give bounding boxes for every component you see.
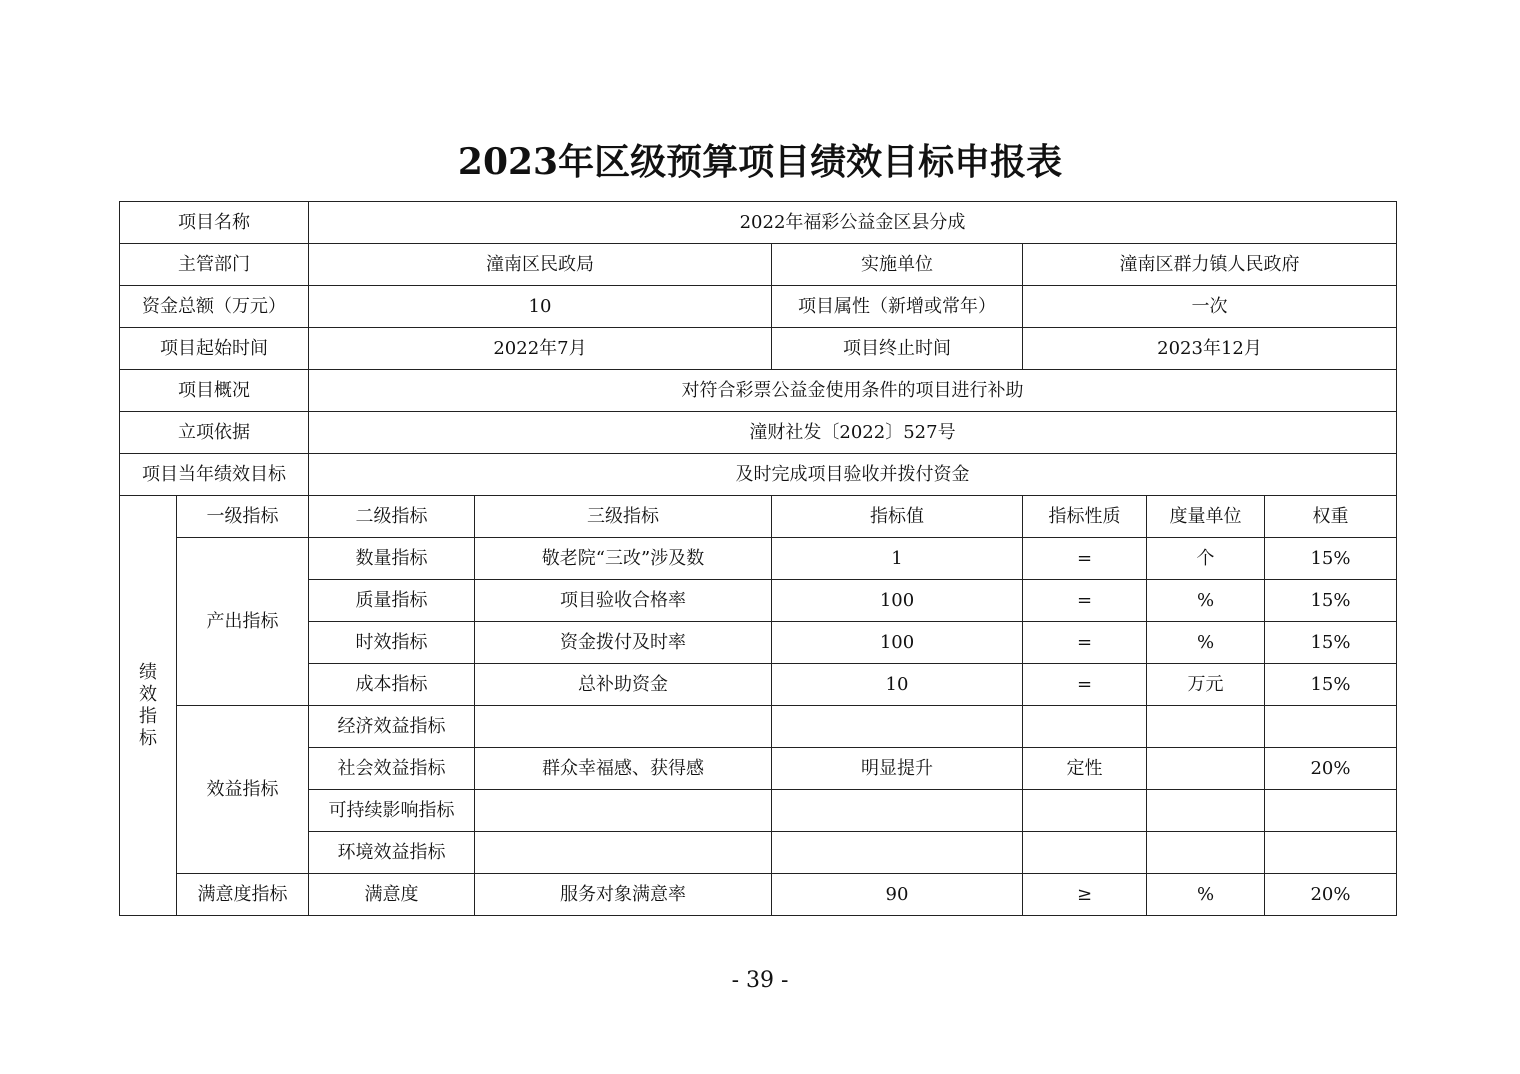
overview-value: 对符合彩票公益金使用条件的项目进行补助 [309, 370, 1397, 412]
value-cell [772, 706, 1023, 748]
row-indicator-headers [120, 496, 1397, 538]
satisfaction-indicator-label: 满意度指标 [177, 874, 309, 916]
header-level1: 一级指标 [177, 496, 309, 538]
level2-cell: 时效指标 [309, 622, 475, 664]
nature-cell [1023, 790, 1147, 832]
weight-cell: 20% [1265, 874, 1397, 916]
value-cell: 10 [772, 664, 1023, 706]
table-row [120, 832, 1397, 874]
section-label-char: 效 [139, 683, 157, 705]
overview-label: 项目概况 [120, 370, 309, 412]
impl-value: 潼南区群力镇人民政府 [1023, 244, 1397, 286]
impl-label: 实施单位 [772, 244, 1023, 286]
table-row [120, 664, 1397, 706]
basis-value: 潼财社发〔2022〕527号 [309, 412, 1397, 454]
weight-cell [1265, 790, 1397, 832]
level2-cell: 社会效益指标 [309, 748, 475, 790]
unit-cell [1147, 748, 1265, 790]
table-row [120, 538, 1397, 580]
table-row [120, 706, 1397, 748]
end-value: 2023年12月 [1023, 328, 1397, 370]
value-cell: 100 [772, 622, 1023, 664]
value-cell: 90 [772, 874, 1023, 916]
project-name-label: 项目名称 [120, 202, 309, 244]
row-fund [120, 286, 1397, 328]
level3-cell [475, 832, 772, 874]
row-goal [120, 454, 1397, 496]
level2-cell: 满意度 [309, 874, 475, 916]
nature-cell: 定性 [1023, 748, 1147, 790]
level3-cell [475, 790, 772, 832]
start-label: 项目起始时间 [120, 328, 309, 370]
nature-cell: = [1023, 664, 1147, 706]
header-value: 指标值 [772, 496, 1023, 538]
level2-cell: 可持续影响指标 [309, 790, 475, 832]
row-dates [120, 328, 1397, 370]
level3-cell: 服务对象满意率 [475, 874, 772, 916]
unit-cell [1147, 832, 1265, 874]
attr-value: 一次 [1023, 286, 1397, 328]
unit-cell: 万元 [1147, 664, 1265, 706]
row-basis [120, 412, 1397, 454]
level3-cell: 总补助资金 [475, 664, 772, 706]
level2-cell: 环境效益指标 [309, 832, 475, 874]
row-project-name [120, 202, 1397, 244]
table-row [120, 874, 1397, 916]
header-unit: 度量单位 [1147, 496, 1265, 538]
level3-cell: 资金拨付及时率 [475, 622, 772, 664]
table-row [120, 790, 1397, 832]
unit-cell [1147, 790, 1265, 832]
section-label-char: 绩 [139, 661, 157, 683]
row-department [120, 244, 1397, 286]
budget-form-table [119, 201, 1397, 916]
document-title: 2023年区级预算项目绩效目标申报表 [457, 141, 1063, 183]
level2-cell: 数量指标 [309, 538, 475, 580]
section-label-char: 指 [139, 705, 157, 727]
nature-cell [1023, 706, 1147, 748]
value-cell [772, 832, 1023, 874]
value-cell: 1 [772, 538, 1023, 580]
basis-label: 立项依据 [120, 412, 309, 454]
weight-cell: 15% [1265, 580, 1397, 622]
section-label-char: 标 [139, 727, 157, 749]
table-row [120, 580, 1397, 622]
nature-cell: = [1023, 622, 1147, 664]
nature-cell [1023, 832, 1147, 874]
fund-label: 资金总额（万元） [120, 286, 309, 328]
level2-cell: 经济效益指标 [309, 706, 475, 748]
weight-cell [1265, 706, 1397, 748]
nature-cell: = [1023, 538, 1147, 580]
level3-cell: 敬老院“三改”涉及数 [475, 538, 772, 580]
header-level2: 二级指标 [309, 496, 475, 538]
page-number: - 39 - [731, 968, 789, 993]
value-cell: 100 [772, 580, 1023, 622]
weight-cell: 15% [1265, 664, 1397, 706]
value-cell [772, 790, 1023, 832]
nature-cell: = [1023, 580, 1147, 622]
output-indicator-label: 产出指标 [177, 538, 309, 706]
level2-cell: 成本指标 [309, 664, 475, 706]
end-label: 项目终止时间 [772, 328, 1023, 370]
row-overview [120, 370, 1397, 412]
header-nature: 指标性质 [1023, 496, 1147, 538]
unit-cell: % [1147, 874, 1265, 916]
weight-cell: 15% [1265, 538, 1397, 580]
dept-value: 潼南区民政局 [309, 244, 772, 286]
header-weight: 权重 [1265, 496, 1397, 538]
table-row [120, 622, 1397, 664]
weight-cell: 15% [1265, 622, 1397, 664]
benefit-indicator-label: 效益指标 [177, 706, 309, 874]
nature-cell: ≥ [1023, 874, 1147, 916]
weight-cell: 20% [1265, 748, 1397, 790]
header-level3: 三级指标 [475, 496, 772, 538]
performance-indicator-section-label [120, 496, 177, 916]
unit-cell: % [1147, 580, 1265, 622]
project-name-value: 2022年福彩公益金区县分成 [309, 202, 1397, 244]
level3-cell: 项目验收合格率 [475, 580, 772, 622]
attr-label: 项目属性（新增或常年） [772, 286, 1023, 328]
unit-cell: 个 [1147, 538, 1265, 580]
level3-cell [475, 706, 772, 748]
goal-value: 及时完成项目验收并拨付资金 [309, 454, 1397, 496]
fund-value: 10 [309, 286, 772, 328]
value-cell: 明显提升 [772, 748, 1023, 790]
level2-cell: 质量指标 [309, 580, 475, 622]
goal-label: 项目当年绩效目标 [120, 454, 309, 496]
weight-cell [1265, 832, 1397, 874]
unit-cell [1147, 706, 1265, 748]
unit-cell: % [1147, 622, 1265, 664]
dept-label: 主管部门 [120, 244, 309, 286]
level3-cell: 群众幸福感、获得感 [475, 748, 772, 790]
start-value: 2022年7月 [309, 328, 772, 370]
table-row [120, 748, 1397, 790]
